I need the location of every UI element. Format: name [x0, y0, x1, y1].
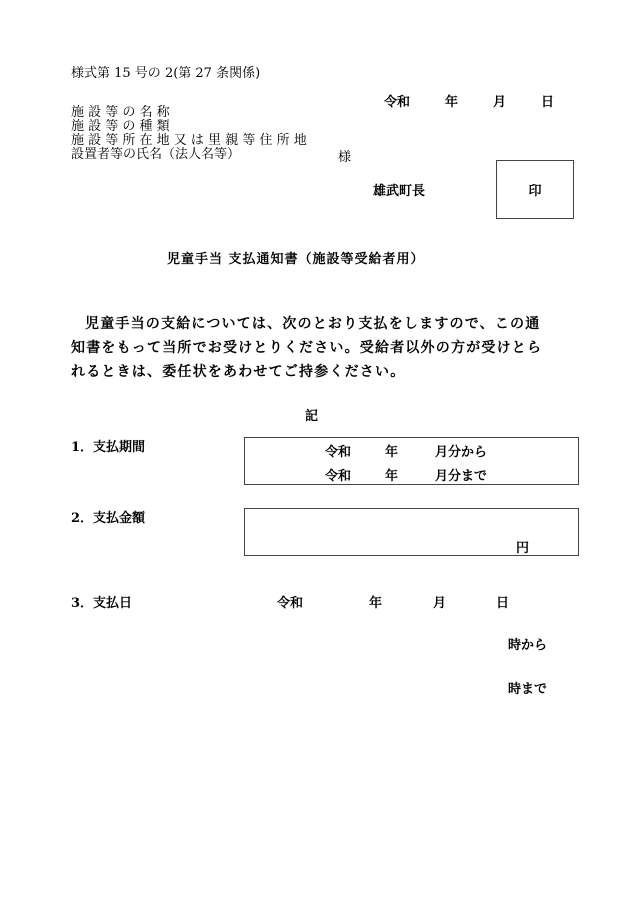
ki-heading: 記 [305, 409, 319, 424]
period-from-year: 年 [385, 445, 399, 460]
form-number: 様式第 15 号の 2(第 27 条関係) [71, 66, 261, 81]
period-to-year: 年 [385, 469, 399, 484]
facility-name-label: 施 設 等 の 名 称 [71, 105, 170, 120]
period-from-suffix: 月分から [435, 445, 488, 460]
pay-date-label: 3．支払日 [71, 596, 133, 611]
issue-date-day: 日 [541, 95, 555, 110]
body-line-3: れるときは、委任状をあわせてご持参ください。 [71, 364, 406, 380]
pay-time-to: 時まで [508, 682, 548, 697]
period-to-era: 令和 [325, 469, 352, 484]
amount-label: 2．支払金額 [71, 511, 146, 526]
document-title: 児童手当 支払通知書（施設等受給者用） [167, 252, 425, 267]
seal-box [496, 160, 574, 219]
issuer: 雄武町長 [373, 184, 426, 199]
honorific: 様 [338, 150, 352, 165]
facility-address-label: 施 設 等 所 在 地 又 は 里 親 等 住 所 地 [71, 133, 307, 148]
period-box[interactable] [244, 437, 579, 485]
facility-fields [71, 106, 307, 162]
body-line-2: 知書をもって当所でお受けとりください。受給者以外の方が受けとら [71, 340, 543, 356]
pay-date-day: 日 [496, 596, 510, 611]
facility-type-label: 施 設 等 の 種 類 [71, 119, 170, 134]
issue-date-year: 年 [445, 95, 459, 110]
seal-label: 印 [528, 184, 542, 199]
period-from-era: 令和 [325, 445, 352, 460]
amount-box[interactable] [244, 508, 579, 556]
pay-date-year: 年 [369, 596, 383, 611]
operator-name-label: 設置者等の氏名（法人名等） [71, 147, 241, 162]
issue-date [384, 91, 564, 110]
body-text [71, 312, 561, 384]
issue-date-era: 令和 [384, 95, 411, 110]
issue-date-month: 月 [493, 95, 507, 110]
pay-date [277, 592, 517, 611]
period-to-suffix: 月分まで [435, 469, 488, 484]
pay-time-from: 時から [508, 638, 548, 653]
body-line-1: 児童手当の支給については、次のとおり支払をしますので、この通 [85, 316, 541, 332]
period-label: 1．支払期間 [71, 440, 146, 455]
pay-date-month: 月 [433, 596, 447, 611]
amount-unit: 円 [516, 541, 530, 556]
pay-date-era: 令和 [277, 596, 304, 611]
